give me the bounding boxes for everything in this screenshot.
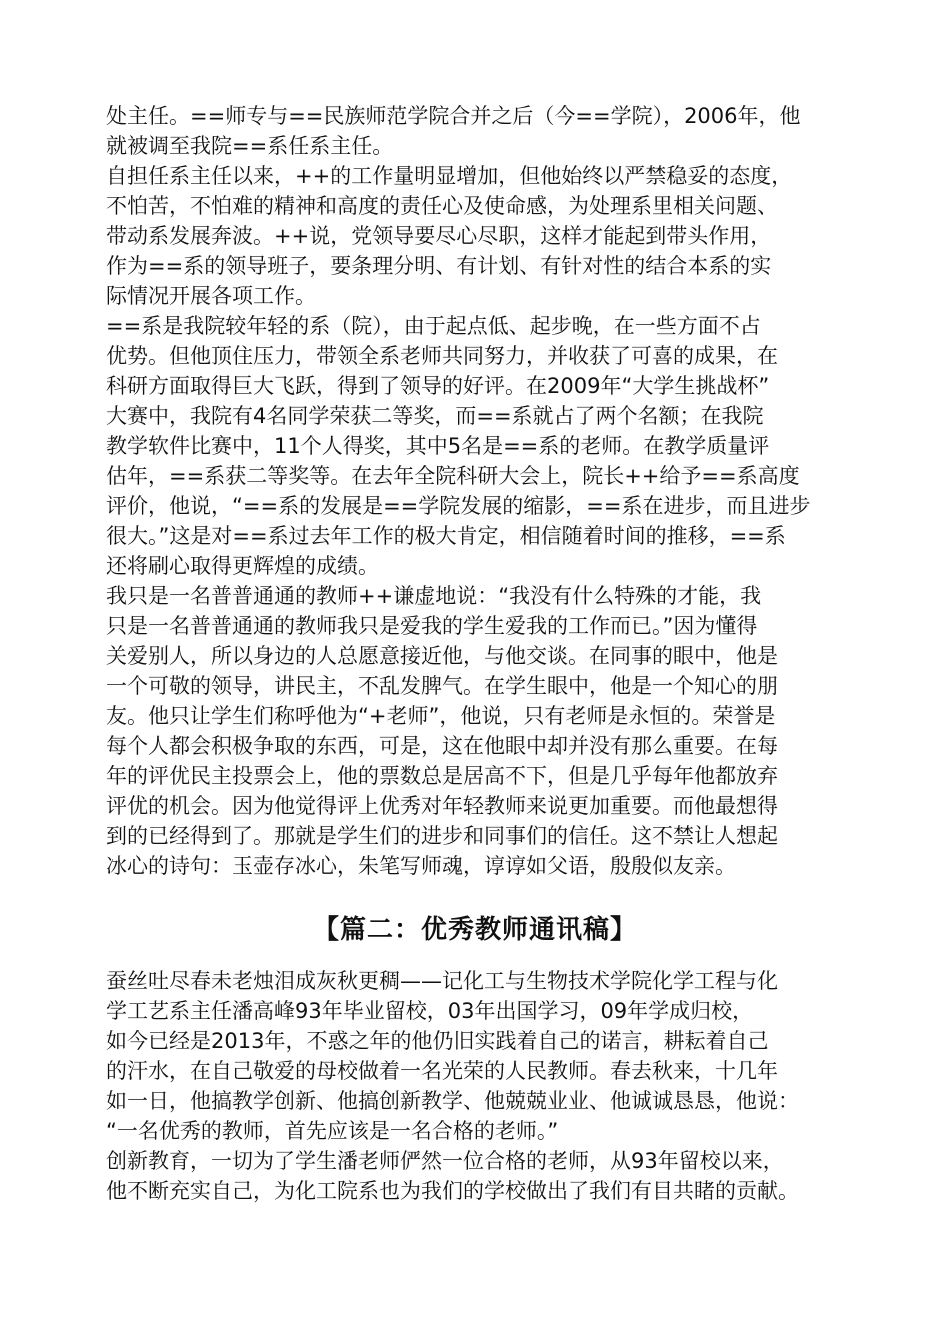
text-line: 关爱别人，所以身边的人总愿意接近他，与他交谈。在同事的眼中，他是 (106, 644, 778, 668)
text-line: 学工艺系主任潘高峰93年毕业留校，03年出国学习，09年学成归校， (106, 999, 754, 1023)
text-line: 他不断充实自己，为化工院系也为我们的学校做出了我们有目共睹的贡献。 (106, 1179, 799, 1203)
text-line: 只是一名普普通通的教师我只是爱我的学生爱我的工作而已。”因为懂得 (106, 614, 758, 638)
text-line: 作为==系的领导班子，要条理分明、有计划、有针对性的结合本系的实 (106, 254, 772, 278)
text-line: 还将刷心取得更辉煌的成绩。 (106, 554, 379, 578)
text-line: 每个人都会积极争取的东西，可是，这在他眼中却并没有那么重要。在每 (106, 734, 778, 758)
text-line: 教学软件比赛中，11个人得奖，其中5名是==系的老师。在教学质量评 (106, 434, 770, 458)
text-line: 创新教育，一切为了学生潘老师俨然一位合格的老师，从93年留校以来， (106, 1149, 784, 1173)
section-heading: 【篇二：优秀教师通讯稿】 (312, 915, 637, 945)
text-line: 带动系发展奔波。++说，党领导要尽心尽职，这样才能起到带头作用， (106, 224, 772, 248)
text-line: 科研方面取得巨大飞跃，得到了领导的好评。在2009年“大学生挑战杯” (106, 374, 770, 398)
text-line: “一名优秀的教师，首先应该是一名合格的老师。” (106, 1119, 559, 1143)
text-line: ==系是我院较年轻的系（院），由于起点低、起步晚，在一些方面不占 (106, 314, 761, 338)
text-line: 年的评优民主投票会上，他的票数总是居高不下，但是几乎每年他都放弃 (106, 764, 778, 788)
text-line: 大赛中，我院有4名同学荣获二等奖，而==系就占了两个名额；在我院 (106, 404, 764, 428)
body-text-section-2 (106, 966, 866, 1206)
text-line: 到的已经得到了。那就是学生们的进步和同事们的信任。这不禁让人想起 (106, 824, 778, 848)
text-line: 际情况开展各项工作。 (106, 284, 316, 308)
text-line: 的汗水，在自己敬爱的母校做着一名光荣的人民教师。春去秋来，十几年 (106, 1059, 778, 1083)
text-line: 处主任。==师专与==民族师范学院合并之后（今==学院），2006年，他 (106, 104, 801, 128)
text-line: 很大。”这是对==系过去年工作的极大肯定，相信随着时间的推移，==系 (106, 524, 786, 548)
text-line: 优势。但他顶住压力，带领全系老师共同努力，并收获了可喜的成果，在 (106, 344, 778, 368)
text-line: 估年，==系获二等奖等。在去年全院科研大会上，院长++给予==系高度 (106, 464, 800, 488)
text-line: 蚕丝吐尽春未老烛泪成灰秋更稠——记化工与生物技术学院化学工程与化 (106, 969, 778, 993)
text-line: 如今已经是2013年，不惑之年的他仍旧实践着自己的诺言，耕耘着自己 (106, 1029, 769, 1053)
text-line: 友。他只让学生们称呼他为“+老师”，他说，只有老师是永恒的。荣誉是 (106, 704, 776, 728)
text-line: 一个可敬的领导，讲民主，不乱发脾气。在学生眼中，他是一个知心的朋 (106, 674, 778, 698)
text-line: 评优的机会。因为他觉得评上优秀对年轻教师来说更加重要。而他最想得 (106, 794, 778, 818)
text-line: 冰心的诗句：玉壶存冰心，朱笔写师魂，谆谆如父语，殷殷似友亲。 (106, 854, 736, 878)
text-line: 不怕苦，不怕难的精神和高度的责任心及使命感，为处理系里相关问题、 (106, 194, 778, 218)
text-line: 评价，他说，“==系的发展是==学院发展的缩影，==系在进步，而且进步 (106, 494, 811, 518)
text-line: 我只是一名普普通通的教师++谦虚地说：“我没有什么特殊的才能，我 (106, 584, 762, 608)
text-line: 自担任系主任以来，++的工作量明显增加，但他始终以严禁稳妥的态度， (106, 164, 793, 188)
text-line: 如一日，他搞教学创新、他搞创新教学、他兢兢业业、他诚诚恳恳，他说： (106, 1089, 799, 1113)
body-text-section-1 (106, 101, 866, 881)
text-line: 就被调至我院==系任系主任。 (106, 134, 394, 158)
